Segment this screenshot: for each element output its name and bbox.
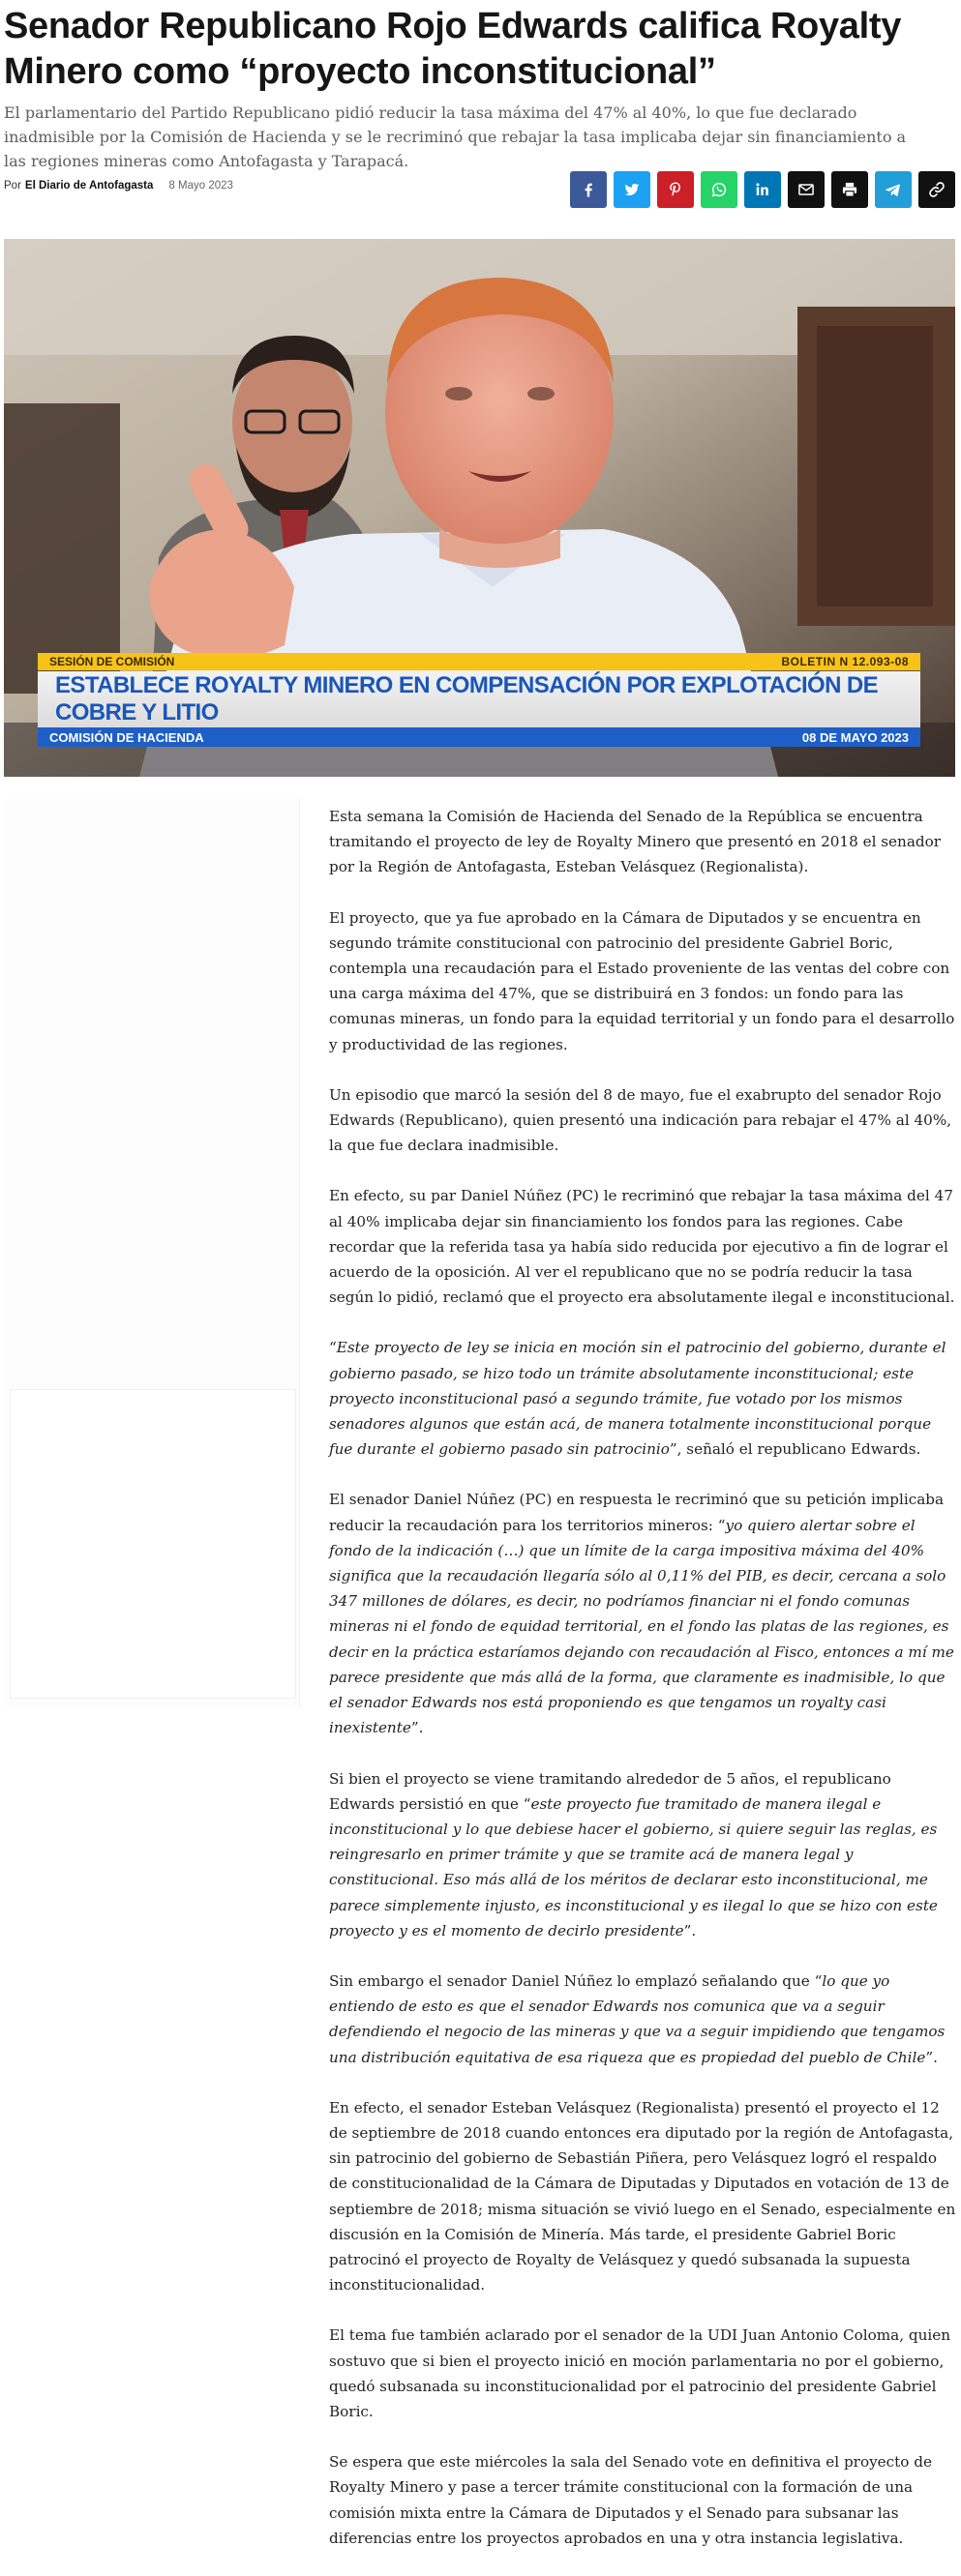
email-icon [796,180,816,199]
quote-close: ”. [410,1719,424,1737]
paragraph: Un episodio que marcó la sesión del 8 de mayo, fue el exabrupto del senador Rojo Edwards (Republicano), quien presentó una indicación para rebajar el 47% al 40%, la que fue declara inadmisible. [329,1085,952,1155]
link-icon [927,180,946,199]
ticker-date: 08 DE MAYO 2023 [801,729,909,745]
article-excerpt: El parlamentario del Partido Republicano pidió reducir la tasa máxima del 47% al 40%, lo que fue declarado inadmisible por la Comisión de Hacienda y se le recriminó que rebajar la tasa implicaba dejar sin financiamiento a las regiones mineras como Antofagasta y Tarapacá. [4,104,907,170]
byline [4,180,233,192]
paragraph: El tema fue también aclarado por el senador de la UDI Juan Antonio Coloma, quien sostuvo que si bien el proyecto inició en moción parlamentaria no por el gobierno, quedó subsanada su inconstitucionalidad por el patrocinio del presidente Gabriel Boric. [329,2326,951,2420]
ticker-top-bar [38,653,920,670]
telegram-share-button[interactable] [875,171,912,208]
ticker-session-label: SESIÓN DE COMISIÓN [49,655,175,668]
share-bar [570,171,955,208]
copy-link-button[interactable] [918,171,955,208]
facebook-icon [579,180,598,199]
quote-lead: Si bien el proyecto se viene tramitando alrededor de 5 años, el republicano Edwards persistió en que “ [329,1769,891,1813]
hero-image [4,239,955,777]
print-icon [840,180,859,199]
whatsapp-icon [709,180,729,199]
telegram-icon [884,180,903,199]
print-share-button[interactable] [831,171,868,208]
whatsapp-share-button[interactable] [701,171,737,208]
twitter-share-button[interactable] [614,171,650,208]
twitter-icon [622,180,642,199]
facebook-share-button[interactable] [570,171,607,208]
quote-paragraph [329,1487,957,1740]
quote-close: ”. [683,1921,697,1939]
ticker-headline: ESTABLECE ROYALTY MINERO EN COMPENSACIÓN POR EXPLOTACIÓN DE COBRE Y LITIO [38,671,920,727]
paragraph: En efecto, su par Daniel Núñez (PC) le recriminó que rebajar la tasa máxima del 47 al 40% implicaba dejar sin financiamiento los fondos para las regiones. Cabe recordar que la referida tasa ya había sido reducida por ejecutivo a fin de lograr el acuerdo de la oposición. Al ver el republicano que no se podría reducir la tasa según lo pidió, reclamó que el proyecto era absolutamente ilegal e inconstitucional. [329,1187,955,1307]
linkedin-share-button[interactable] [744,171,781,208]
quote-paragraph [329,1969,957,2070]
quote-paragraph [329,1766,957,1943]
publish-date: 8 Mayo 2023 [168,180,233,192]
email-share-button[interactable] [788,171,825,208]
sidebar-ad-slot [10,1389,296,1699]
pinterest-share-button[interactable] [657,171,694,208]
ticker-bottom-bar [38,727,920,747]
article-body [329,804,957,2576]
sidebar-ad-space [4,799,300,1708]
pinterest-icon [666,180,685,199]
edwards-quote: Este proyecto de ley se inicia en moción sin el patrocinio del gobierno, durante el gobierno pasado, se hizo todo un trámite absolutamente inconstitucional; este proyecto inconstitucional pasó a segundo trámite, fue votado por los mismos senadores algunos que están acá, de manera totalmente inconstitucional porque fue durante el gobierno pasado sin patrocinio [329,1339,946,1459]
nunez-quote: yo quiero alertar sobre el fondo de la indicación (…) que un límite de la carga impositiva máxima del 40% significa que la recaudación llegaría sólo al 0,11% del PIB, es decir, cercana a solo 347 millones de dólares, es decir, no podríamos financiar ni el fondo comunas mineras ni el fondo de equidad territorial, en el fondo las platas de las regiones, es decir en la práctica estaríamos dejando con recaudación al Fisco, entonces a mí me parece presidente que más allá de la forma, que claramente es inadmisible, lo que el senador Edwards nos está proponiendo es que tengamos un royalty casi inexistente [329,1516,954,1737]
byline-prefix: Por [4,180,21,192]
paragraph: El proyecto, que ya fue aprobado en la Cámara de Diputados y se encuentra en segundo trámite constitucional con patrocinio del presidente Gabriel Boric, contempla una recaudación para el Estado proveniente de las ventas del cobre con una carga máxima del 47%, que se distribuirá en 3 fondos: un fondo para las comunas mineras, un fondo para la equidad territorial y un fondo para el desarrollo y productividad de las regiones. [329,908,955,1053]
quote-lead: El senador Daniel Núñez (PC) en respuesta le recriminó que su petición implicaba reducir la recaudación para los territorios mineros: “ [329,1491,945,1534]
article-title: Senador Republicano Rojo Edwards califica Royalty Minero como “proyecto inconstitucional” [4,6,902,92]
quote-open-mark: “ [329,1339,337,1357]
quote-close: ”. [925,2048,938,2066]
quote-lead: Sin embargo el senador Daniel Núñez lo emplazó señalando que “ [329,1971,823,1990]
ticker-bulletin-number: BOLETIN N 12.093-08 [781,655,909,668]
nunez-quote: lo que yo entiendo de esto es que el senador Edwards nos comunica que va a seguir defendiendo el negocio de las mineras y que va a seguir impidiendo que tengamos una distribución equitativa de esa riqueza que es propiedad del pueblo de Chile [329,1971,946,2066]
author-link[interactable]: El Diario de Antofagasta [24,180,154,192]
quote-paragraph [329,1335,957,1462]
paragraph: Esta semana la Comisión de Hacienda del Senado de la República se encuentra tramitando el proyecto de ley de Royalty Minero que presentó en 2018 el senador por la Región de Antofagasta, Esteban Velásquez (Regionalista). [329,808,941,876]
quote-attribution: ”, señaló el republicano Edwards. [669,1440,921,1459]
paragraph: Se espera que este miércoles la sala del Senado vote en definitiva el proyecto de Royalty Minero y pase a tercer trámite constitucional con la formación de una comisión mixta entre la Cámara de Diputados y el Senado para subsanar las diferencias entre los proyectos aprobados en una y otra instancia legislativa. [329,2453,932,2547]
linkedin-icon [753,180,772,199]
edwards-quote: este proyecto fue tramitado de manera ilegal e inconstitucional y lo que debiese hacer el gobierno, si quiere seguir las reglas, es reingresarlo en primer trámite y que se tramite acá de manera legal y constitucional. Eso más allá de los méritos de declarar esto inconstitucional, me parece simplemente injusto, es inconstitucional y es ilegal lo que se hizo con este proyecto y es el momento de decirlo presidente [329,1794,938,1939]
paragraph: En efecto, el senador Esteban Velásquez (Regionalista) presentó el proyecto el 12 de septiembre de 2018 cuando entonces era diputado por la región de Antofagasta, sin patrocinio del gobierno de Sebastián Piñera, pero Velásquez logró el respaldo de constitucionalidad de la Cámara de Diputadas y Diputados en votación de 13 de septiembre de 2018; misma situación se vivió luego en el Senado, especialmente en discusión en la Comisión de Minería. Más tarde, el presidente Gabriel Boric patrocinó el proyecto de Royalty de Velásquez y quedó subsanada la supuesta inconstitucionalidad. [329,2098,956,2295]
ticker-commission-label: COMISIÓN DE HACIENDA [49,729,204,745]
